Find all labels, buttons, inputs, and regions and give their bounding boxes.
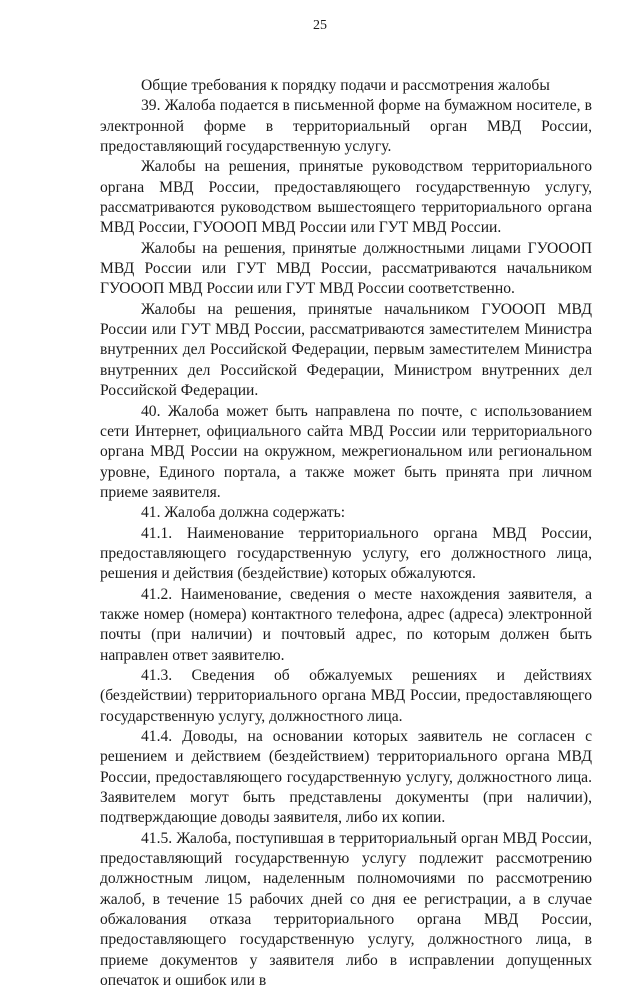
paragraph-complaints-officials: Жалобы на решения, принятые должностными лицами ГУОООП МВД России или ГУТ МВД России, рассматриваются начальником ГУОООП МВД России или ГУТ МВД России соответственно. [100, 239, 592, 298]
paragraph-41-1: 41.1. Наименование территориального органа МВД России, предоставляющего государственную услугу, его должностного лица, решения и действия (бездействие) которых обжалуются. [100, 524, 592, 583]
paragraph-41-3: 41.3. Сведения об обжалуемых решениях и действиях (бездействии) территориального органа МВД России, предоставляющего государственную услугу, должностного лица. [100, 666, 592, 725]
paragraph-41: 41. Жалоба должна содержать: [141, 504, 346, 522]
paragraph-41-2: 41.2. Наименование, сведения о месте нахождения заявителя, а также номер (номера) контактного телефона, адрес (адреса) электронной почты (при наличии) и почтовый адрес, по которым должен быть направлен ответ заявителю. [100, 585, 592, 664]
page-number: 25 [313, 18, 327, 33]
paragraph-40: 40. Жалоба может быть направлена по почте, с использованием сети Интернет, официального сайта МВД России или территориального органа МВД России на окружном, межрегиональном или региональном уровне, Единого портала, а также может быть принята при личном приеме заявителя. [100, 402, 592, 501]
paragraph-complaints-territorial: Жалобы на решения, принятые руководством территориального органа МВД России, предоставляющего государственную услугу, рассматриваются руководством вышестоящего территориального органа МВД России, ГУОООП МВД России или ГУТ МВД России. [100, 158, 592, 237]
paragraph-41-5: 41.5. Жалоба, поступившая в территориальный орган МВД России, предоставляющий государственную услугу подлежит рассмотрению должностным лицом, наделенным полномочиями по рассмотрению жалоб, в течение 15 рабочих дней со дня ее регистрации, а в случае обжалования отказа территориального органа МВД России, предоставляющего государственную услугу, должностного лица, в приеме документов у заявителя либо в исправлении допущенных опечаток и ошибок или в [100, 829, 592, 990]
document-body [100, 76, 592, 991]
paragraph-complaints-head: Жалобы на решения, принятые начальником ГУОООП МВД России или ГУТ МВД России, рассматриваются заместителем Министра внутренних дел Российской Федерации, первым заместителем Министра внутренних дел Российской Федерации, Министром внутренних дел Российской Федерации. [100, 300, 592, 400]
paragraph-39: 39. Жалоба подается в письменной форме на бумажном носителе, в электронной форме в территориальный орган МВД России, предоставляющий государственную услугу. [100, 97, 592, 156]
paragraph-41-4: 41.4. Доводы, на основании которых заявитель не согласен с решением и действием (бездействием) территориального органа МВД России, предоставляющего государственную услугу, должностного лица. Заявителем могут быть представлены документы (при наличии), подтверждающие доводы заявителя, либо их копии. [100, 728, 592, 827]
section-heading: Общие требования к порядку подачи и рассмотрения жалобы [141, 77, 550, 94]
